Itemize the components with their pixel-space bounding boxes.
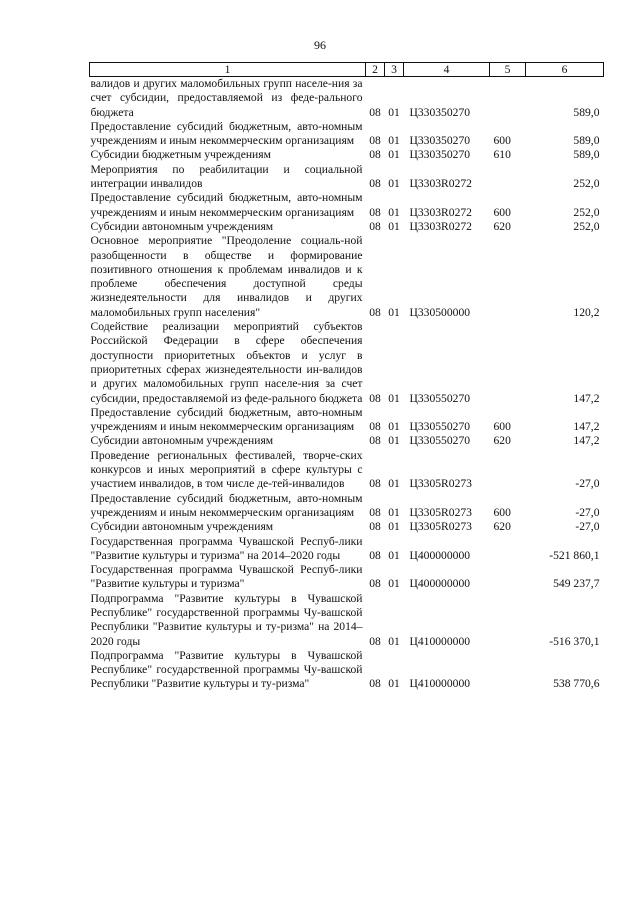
- row-section: 08: [369, 520, 381, 534]
- row-amount: 589,0: [573, 134, 600, 148]
- table-row: [90, 434, 604, 448]
- header-col-6: 6: [526, 63, 604, 77]
- row-section: 08: [369, 420, 381, 434]
- row-subsection: 01: [388, 177, 400, 191]
- row-section: 08: [369, 505, 381, 519]
- row-target-item: Ц330550270: [409, 391, 471, 405]
- table-row: [90, 320, 604, 406]
- row-target-item: Ц400000000: [409, 548, 471, 562]
- table-row: [90, 520, 604, 534]
- table-row: [90, 234, 604, 320]
- row-subsection: 01: [388, 219, 400, 233]
- row-name: Субсидии автономным учреждениям: [90, 434, 274, 448]
- row-subsection: 01: [388, 134, 400, 148]
- row-expense-type: [490, 649, 526, 692]
- row-subsection: 01: [388, 548, 400, 562]
- row-section: 08: [369, 391, 381, 405]
- row-section: 08: [369, 677, 381, 691]
- row-section: 08: [369, 148, 381, 162]
- header-col-3: 3: [385, 63, 404, 77]
- row-target-item: Ц3305R0273: [409, 477, 472, 491]
- row-name: Подпрограмма "Развитие культуры в Чувашской Республике" государственной программы Чу-вашской Республики "Развитие культуры и ту-ризма": [90, 648, 363, 691]
- row-amount: 538 770,6: [553, 677, 600, 691]
- row-expense-type: 600: [493, 420, 511, 434]
- row-name: Государственная программа Чувашской Респуб-лики "Развитие культуры и туризма": [90, 563, 363, 591]
- row-name: Подпрограмма "Развитие культуры в Чувашской Республике" государственной программы Чу-вашской Республики "Развитие культуры и ту-ризма" на 2014–2020 годы: [90, 591, 363, 648]
- row-subsection: 01: [388, 105, 400, 119]
- budget-table: [89, 62, 604, 692]
- row-expense-type: 600: [493, 205, 511, 219]
- row-section: 08: [369, 219, 381, 233]
- row-target-item: Ц410000000: [409, 634, 471, 648]
- row-expense-type: [490, 77, 526, 120]
- row-name: Мероприятия по реабилитации и социальной интеграции инвалидов: [90, 162, 363, 191]
- row-name: Субсидии бюджетным учреждениям: [90, 148, 271, 162]
- table-row: [90, 77, 604, 120]
- row-expense-type: 600: [493, 505, 511, 519]
- table-row: [90, 148, 604, 162]
- row-name: Предоставление субсидий бюджетным, авто-номным учреждениям и иным некоммерческим организациям: [90, 405, 363, 434]
- row-subsection: 01: [388, 634, 400, 648]
- row-amount: 589,0: [573, 148, 600, 162]
- row-section: 08: [369, 477, 381, 491]
- row-amount: 147,2: [573, 434, 600, 448]
- row-target-item: Ц330550270: [409, 434, 471, 448]
- row-amount: -27,0: [575, 520, 600, 534]
- row-subsection: 01: [388, 477, 400, 491]
- row-amount: 120,2: [573, 305, 600, 319]
- row-target-item: Ц3303R0272: [409, 205, 472, 219]
- row-section: 08: [369, 548, 381, 562]
- row-amount: 549 237,7: [553, 577, 600, 591]
- table-row: [90, 449, 604, 492]
- row-expense-type: 600: [493, 134, 511, 148]
- row-amount: 252,0: [573, 219, 600, 233]
- row-target-item: Ц410000000: [409, 677, 471, 691]
- row-expense-type: 620: [493, 520, 511, 534]
- row-expense-type: [490, 449, 526, 492]
- row-amount: -516 370,1: [549, 634, 600, 648]
- row-target-item: Ц3305R0273: [409, 505, 472, 519]
- header-col-1: 1: [90, 63, 366, 77]
- table-row: [90, 406, 604, 435]
- row-subsection: 01: [388, 420, 400, 434]
- row-subsection: 01: [388, 677, 400, 691]
- row-amount: 589,0: [573, 105, 600, 119]
- row-section: 08: [369, 205, 381, 219]
- row-expense-type: [490, 320, 526, 406]
- row-target-item: Ц3303R0272: [409, 177, 472, 191]
- row-expense-type: [490, 163, 526, 192]
- table-row: [90, 220, 604, 234]
- table-body: [90, 77, 604, 692]
- row-target-item: Ц400000000: [409, 577, 471, 591]
- table-row: [90, 191, 604, 220]
- row-subsection: 01: [388, 505, 400, 519]
- row-target-item: Ц330350270: [409, 148, 471, 162]
- row-amount: -27,0: [575, 505, 600, 519]
- row-subsection: 01: [388, 205, 400, 219]
- row-subsection: 01: [388, 520, 400, 534]
- row-target-item: Ц330550270: [409, 420, 471, 434]
- table-header: [90, 63, 604, 77]
- table-row: [90, 120, 604, 149]
- row-name: Субсидии автономным учреждениям: [90, 520, 274, 534]
- table-row: [90, 163, 604, 192]
- header-col-5: 5: [490, 63, 526, 77]
- row-section: 08: [369, 305, 381, 319]
- table-row: [90, 535, 604, 564]
- table-row: [90, 649, 604, 692]
- row-target-item: Ц3303R0272: [409, 219, 472, 233]
- row-target-item: Ц330350270: [409, 134, 471, 148]
- row-name: Предоставление субсидий бюджетным, авто-номным учреждениям и иным некоммерческим организациям: [90, 191, 363, 219]
- row-section: 08: [369, 134, 381, 148]
- row-subsection: 01: [388, 577, 400, 591]
- row-section: 08: [369, 105, 381, 119]
- row-section: 08: [369, 177, 381, 191]
- row-target-item: Ц330350270: [409, 105, 471, 119]
- row-subsection: 01: [388, 391, 400, 405]
- row-amount: 147,2: [573, 391, 600, 405]
- row-amount: -521 860,1: [549, 548, 600, 562]
- row-expense-type: 610: [493, 148, 511, 162]
- row-target-item: Ц3305R0273: [409, 520, 472, 534]
- row-name: Предоставление субсидий бюджетным, авто-номным учреждениям и иным некоммерческим организациям: [90, 119, 363, 148]
- row-expense-type: 620: [493, 434, 511, 448]
- row-amount: -27,0: [575, 477, 600, 491]
- row-amount: 147,2: [573, 420, 600, 434]
- row-name: Основное мероприятие "Преодоление социаль-ной разобщенности в обществе и формирование позитивного отношения к проблемам инвалидов и к проблеме обеспечения доступной среды жизнедеятельности для инвалидов и других маломобильных групп населения": [90, 234, 363, 319]
- row-section: 08: [369, 577, 381, 591]
- row-subsection: 01: [388, 434, 400, 448]
- row-name: Проведение региональных фестивалей, творче-ских конкурсов и иных мероприятий в сфере культуры с участием инвалидов, в том числе де-тей-инвалидов: [90, 448, 363, 491]
- row-subsection: 01: [388, 305, 400, 319]
- table-row: [90, 492, 604, 521]
- row-name: Субсидии автономным учреждениям: [90, 219, 274, 233]
- table-row: [90, 592, 604, 649]
- header-col-4: 4: [404, 63, 490, 77]
- row-expense-type: [490, 563, 526, 592]
- page-number: 96: [314, 38, 326, 52]
- row-amount: 252,0: [573, 177, 600, 191]
- header-row: [90, 63, 604, 77]
- row-name: Предоставление субсидий бюджетным, авто-номным учреждениям и иным некоммерческим организациям: [90, 491, 363, 519]
- row-expense-type: [490, 592, 526, 649]
- row-subsection: 01: [388, 148, 400, 162]
- row-name: Государственная программа Чувашской Респуб-лики "Развитие культуры и туризма" на 2014–2020 годы: [90, 534, 363, 562]
- row-section: 08: [369, 434, 381, 448]
- row-amount: 252,0: [573, 205, 600, 219]
- table-row: [90, 563, 604, 592]
- row-expense-type: 620: [493, 219, 511, 233]
- header-col-2: 2: [366, 63, 385, 77]
- row-target-item: Ц330500000: [409, 305, 471, 319]
- row-expense-type: [490, 234, 526, 320]
- row-name: Содействие реализации мероприятий субъектов Российской Федерации в сфере обеспечения доступности приоритетных объектов и услуг в приоритетных сферах жизнедеятельности ин-валидов и других маломобильных групп населе-ния за счет субсидии, предоставляемой из феде-рального бюджета: [90, 320, 363, 405]
- row-name: валидов и других маломобильных групп населе-ния за счет субсидии, предоставляемой из феде-рального бюджета: [90, 77, 363, 119]
- row-expense-type: [490, 535, 526, 564]
- row-section: 08: [369, 634, 381, 648]
